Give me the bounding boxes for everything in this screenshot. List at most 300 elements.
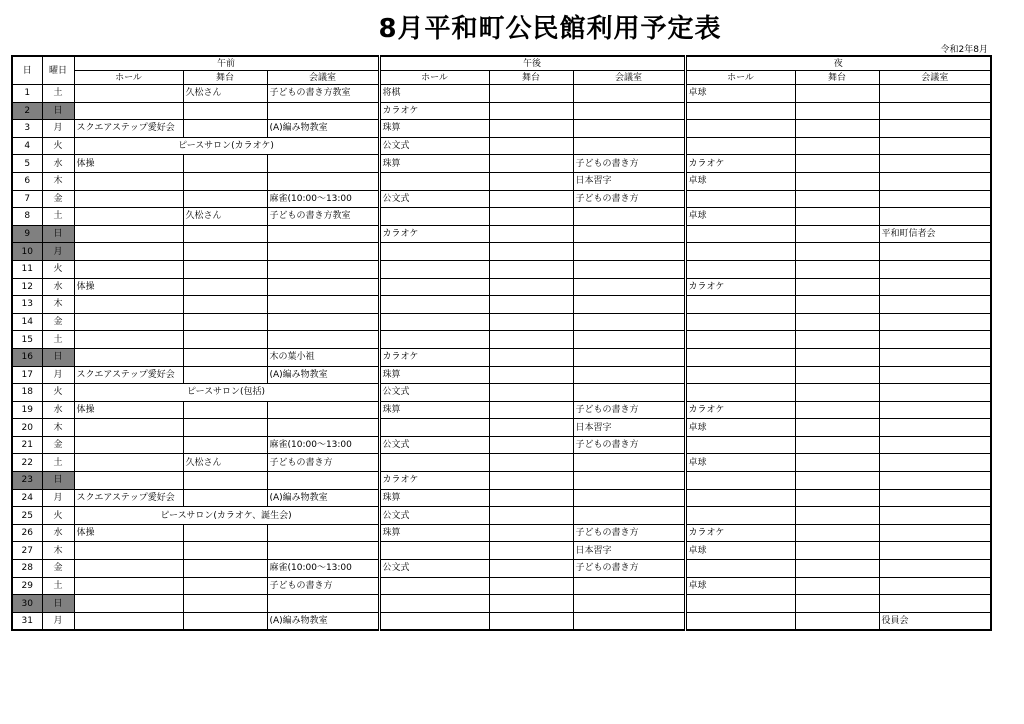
pm-room-cell (573, 120, 685, 138)
pm-room-cell: 日本習字 (573, 172, 685, 190)
ev-stage-cell (795, 296, 879, 314)
schedule-body (12, 85, 991, 631)
ev-hall-cell: 卓球 (685, 419, 795, 437)
pm-room-cell (573, 278, 685, 296)
pm-stage-cell (489, 542, 573, 560)
pm-stage-cell (489, 225, 573, 243)
ev-hall-cell: 卓球 (685, 542, 795, 560)
ev-room-cell (879, 190, 991, 208)
pm-hall-cell: カラオケ (379, 102, 489, 120)
pm-room-cell (573, 225, 685, 243)
table-row (12, 296, 991, 314)
am-stage-cell (183, 278, 267, 296)
am-room-cell (267, 296, 379, 314)
ev-room-cell (879, 296, 991, 314)
table-row (12, 384, 991, 402)
table-row (12, 172, 991, 190)
am-stage-cell (183, 331, 267, 349)
day-cell: 15 (12, 331, 42, 349)
header-ev-room: 会議室 (879, 71, 991, 85)
ev-room-cell (879, 595, 991, 613)
day-cell: 13 (12, 296, 42, 314)
weekday-cell: 日 (42, 225, 74, 243)
ev-room-cell (879, 120, 991, 138)
am-room-cell (267, 419, 379, 437)
ev-room-cell (879, 172, 991, 190)
ev-stage-cell (795, 260, 879, 278)
am-stage-cell (183, 243, 267, 261)
ev-hall-cell: 卓球 (685, 577, 795, 595)
am-room-cell: 子どもの書き方教室 (267, 208, 379, 226)
pm-stage-cell (489, 384, 573, 402)
pm-stage-cell (489, 489, 573, 507)
am-stage-cell (183, 419, 267, 437)
pm-hall-cell (379, 243, 489, 261)
table-row (12, 260, 991, 278)
day-cell: 27 (12, 542, 42, 560)
ev-stage-cell (795, 595, 879, 613)
pm-room-cell: 子どもの書き方 (573, 155, 685, 173)
ev-stage-cell (795, 419, 879, 437)
ev-stage-cell (795, 577, 879, 595)
ev-room-cell (879, 489, 991, 507)
am-hall-cell (74, 436, 183, 454)
day-cell: 3 (12, 120, 42, 138)
ev-hall-cell (685, 472, 795, 490)
pm-hall-cell (379, 331, 489, 349)
ev-room-cell (879, 313, 991, 331)
ev-stage-cell (795, 120, 879, 138)
weekday-cell: 土 (42, 85, 74, 103)
ev-stage-cell (795, 85, 879, 103)
am-stage-cell (183, 595, 267, 613)
pm-room-cell (573, 348, 685, 366)
am-room-cell (267, 524, 379, 542)
day-cell: 10 (12, 243, 42, 261)
day-cell: 1 (12, 85, 42, 103)
am-hall-cell (74, 348, 183, 366)
am-hall-cell (74, 296, 183, 314)
pm-room-cell (573, 85, 685, 103)
header-am-stage: 舞台 (183, 71, 267, 85)
day-cell: 8 (12, 208, 42, 226)
am-stage-cell (183, 366, 267, 384)
ev-room-cell (879, 102, 991, 120)
table-row (12, 120, 991, 138)
am-hall-cell (74, 560, 183, 578)
pm-stage-cell (489, 454, 573, 472)
pm-hall-cell: カラオケ (379, 472, 489, 490)
am-hall-cell (74, 331, 183, 349)
ev-hall-cell: カラオケ (685, 278, 795, 296)
pm-room-cell (573, 208, 685, 226)
am-room-cell: 麻雀(10:00～13:00 (267, 190, 379, 208)
day-cell: 6 (12, 172, 42, 190)
pm-stage-cell (489, 85, 573, 103)
ev-hall-cell (685, 348, 795, 366)
pm-hall-cell: 公文式 (379, 507, 489, 525)
pm-stage-cell (489, 348, 573, 366)
header-row-rooms (12, 71, 991, 85)
weekday-cell: 月 (42, 366, 74, 384)
weekday-cell: 金 (42, 313, 74, 331)
table-row (12, 208, 991, 226)
am-stage-cell (183, 436, 267, 454)
pm-room-cell: 日本習字 (573, 419, 685, 437)
pm-room-cell (573, 472, 685, 490)
pm-hall-cell (379, 454, 489, 472)
ev-stage-cell (795, 243, 879, 261)
pm-hall-cell (379, 577, 489, 595)
am-stage-cell (183, 612, 267, 630)
ev-stage-cell (795, 454, 879, 472)
ev-hall-cell (685, 225, 795, 243)
header-pm-stage: 舞台 (489, 71, 573, 85)
am-hall-cell (74, 419, 183, 437)
table-row (12, 313, 991, 331)
pm-hall-cell: 公文式 (379, 190, 489, 208)
ev-hall-cell (685, 296, 795, 314)
era-label: 令和2年8月 (940, 45, 988, 55)
pm-room-cell (573, 577, 685, 595)
ev-hall-cell (685, 489, 795, 507)
ev-hall-cell (685, 120, 795, 138)
pm-stage-cell (489, 472, 573, 490)
am-hall-cell: スクエアステップ愛好会 (74, 120, 183, 138)
pm-stage-cell (489, 102, 573, 120)
day-cell: 18 (12, 384, 42, 402)
weekday-cell: 月 (42, 612, 74, 630)
pm-stage-cell (489, 419, 573, 437)
am-hall-cell (74, 85, 183, 103)
ev-room-cell (879, 472, 991, 490)
weekday-cell: 月 (42, 243, 74, 261)
ev-hall-cell (685, 384, 795, 402)
am-hall-cell: 体操 (74, 401, 183, 419)
pm-stage-cell (489, 366, 573, 384)
pm-room-cell (573, 489, 685, 507)
am-span-cell: ピースサロン(カラオケ、誕生会) (74, 507, 379, 525)
pm-hall-cell: 公文式 (379, 137, 489, 155)
table-row (12, 577, 991, 595)
ev-stage-cell (795, 348, 879, 366)
am-hall-cell (74, 243, 183, 261)
table-row (12, 419, 991, 437)
am-hall-cell: スクエアステップ愛好会 (74, 489, 183, 507)
ev-stage-cell (795, 384, 879, 402)
pm-stage-cell (489, 137, 573, 155)
pm-room-cell (573, 366, 685, 384)
ev-hall-cell: 卓球 (685, 454, 795, 472)
ev-stage-cell (795, 612, 879, 630)
pm-room-cell (573, 313, 685, 331)
weekday-cell: 土 (42, 331, 74, 349)
am-room-cell: (A)編み物教室 (267, 366, 379, 384)
pm-room-cell: 子どもの書き方 (573, 436, 685, 454)
pm-hall-cell (379, 278, 489, 296)
ev-stage-cell (795, 137, 879, 155)
am-span-cell: ピースサロン(カラオケ) (74, 137, 379, 155)
day-cell: 30 (12, 595, 42, 613)
weekday-cell: 日 (42, 595, 74, 613)
pm-room-cell (573, 454, 685, 472)
weekday-cell: 土 (42, 577, 74, 595)
pm-hall-cell: 公文式 (379, 436, 489, 454)
pm-hall-cell: 珠算 (379, 366, 489, 384)
day-cell: 17 (12, 366, 42, 384)
am-span-cell: ピースサロン(包括) (74, 384, 379, 402)
ev-room-cell (879, 208, 991, 226)
pm-stage-cell (489, 120, 573, 138)
ev-hall-cell (685, 137, 795, 155)
ev-hall-cell: カラオケ (685, 524, 795, 542)
ev-stage-cell (795, 560, 879, 578)
day-cell: 24 (12, 489, 42, 507)
pm-room-cell (573, 102, 685, 120)
am-room-cell: 麻雀(10:00～13:00 (267, 560, 379, 578)
header-ev-stage: 舞台 (795, 71, 879, 85)
am-room-cell (267, 401, 379, 419)
am-stage-cell (183, 401, 267, 419)
day-cell: 5 (12, 155, 42, 173)
table-row (12, 243, 991, 261)
ev-hall-cell (685, 560, 795, 578)
am-stage-cell (183, 190, 267, 208)
am-stage-cell (183, 524, 267, 542)
am-room-cell (267, 172, 379, 190)
ev-room-cell (879, 577, 991, 595)
ev-stage-cell (795, 102, 879, 120)
schedule-table (11, 55, 992, 631)
pm-hall-cell: カラオケ (379, 348, 489, 366)
weekday-cell: 月 (42, 120, 74, 138)
pm-room-cell: 子どもの書き方 (573, 524, 685, 542)
pm-room-cell (573, 243, 685, 261)
ev-room-cell (879, 419, 991, 437)
am-room-cell: 麻雀(10:00～13:00 (267, 436, 379, 454)
ev-room-cell (879, 454, 991, 472)
am-stage-cell (183, 120, 267, 138)
am-room-cell: 子どもの書き方 (267, 577, 379, 595)
pm-room-cell: 日本習字 (573, 542, 685, 560)
day-cell: 12 (12, 278, 42, 296)
am-stage-cell (183, 577, 267, 595)
am-hall-cell (74, 595, 183, 613)
weekday-cell: 月 (42, 489, 74, 507)
day-cell: 14 (12, 313, 42, 331)
weekday-cell: 木 (42, 296, 74, 314)
day-cell: 21 (12, 436, 42, 454)
pm-stage-cell (489, 612, 573, 630)
am-stage-cell: 久松さん (183, 454, 267, 472)
ev-room-cell (879, 366, 991, 384)
pm-room-cell (573, 612, 685, 630)
ev-hall-cell (685, 243, 795, 261)
am-hall-cell (74, 577, 183, 595)
weekday-cell: 土 (42, 208, 74, 226)
header-am-hall: ホール (74, 71, 183, 85)
header-afternoon: 午後 (379, 56, 685, 71)
am-room-cell: 子どもの書き方教室 (267, 85, 379, 103)
ev-room-cell: 平和町信者会 (879, 225, 991, 243)
am-room-cell: (A)編み物教室 (267, 120, 379, 138)
table-row (12, 331, 991, 349)
ev-hall-cell: 卓球 (685, 208, 795, 226)
am-stage-cell: 久松さん (183, 85, 267, 103)
day-cell: 9 (12, 225, 42, 243)
day-cell: 2 (12, 102, 42, 120)
ev-stage-cell (795, 313, 879, 331)
pm-stage-cell (489, 208, 573, 226)
header-pm-room: 会議室 (573, 71, 685, 85)
ev-hall-cell (685, 102, 795, 120)
table-row (12, 472, 991, 490)
pm-hall-cell: 珠算 (379, 401, 489, 419)
weekday-cell: 金 (42, 436, 74, 454)
am-stage-cell (183, 348, 267, 366)
day-cell: 31 (12, 612, 42, 630)
pm-hall-cell (379, 595, 489, 613)
am-room-cell (267, 472, 379, 490)
am-hall-cell (74, 542, 183, 560)
am-room-cell (267, 542, 379, 560)
am-stage-cell: 久松さん (183, 208, 267, 226)
ev-room-cell (879, 331, 991, 349)
header-row-periods (12, 56, 991, 71)
pm-hall-cell (379, 260, 489, 278)
am-room-cell (267, 155, 379, 173)
weekday-cell: 火 (42, 260, 74, 278)
ev-room-cell (879, 137, 991, 155)
day-cell: 26 (12, 524, 42, 542)
table-row (12, 401, 991, 419)
ev-stage-cell (795, 542, 879, 560)
day-cell: 19 (12, 401, 42, 419)
pm-hall-cell (379, 612, 489, 630)
ev-hall-cell: 卓球 (685, 172, 795, 190)
am-room-cell (267, 595, 379, 613)
header-weekday: 曜日 (42, 56, 74, 85)
am-hall-cell: スクエアステップ愛好会 (74, 366, 183, 384)
header-morning: 午前 (74, 56, 379, 71)
am-hall-cell (74, 172, 183, 190)
weekday-cell: 水 (42, 524, 74, 542)
pm-hall-cell: 公文式 (379, 560, 489, 578)
ev-hall-cell (685, 313, 795, 331)
weekday-cell: 水 (42, 401, 74, 419)
day-cell: 29 (12, 577, 42, 595)
ev-room-cell (879, 507, 991, 525)
ev-stage-cell (795, 190, 879, 208)
ev-room-cell (879, 243, 991, 261)
pm-stage-cell (489, 577, 573, 595)
weekday-cell: 日 (42, 472, 74, 490)
table-row (12, 612, 991, 630)
pm-stage-cell (489, 595, 573, 613)
am-stage-cell (183, 155, 267, 173)
am-stage-cell (183, 172, 267, 190)
ev-room-cell: 役員会 (879, 612, 991, 630)
ev-stage-cell (795, 331, 879, 349)
am-hall-cell (74, 313, 183, 331)
pm-room-cell (573, 296, 685, 314)
am-hall-cell (74, 260, 183, 278)
pm-room-cell (573, 137, 685, 155)
day-cell: 28 (12, 560, 42, 578)
table-row (12, 542, 991, 560)
ev-room-cell (879, 260, 991, 278)
am-room-cell (267, 243, 379, 261)
ev-room-cell (879, 524, 991, 542)
table-row (12, 278, 991, 296)
pm-hall-cell (379, 419, 489, 437)
pm-stage-cell (489, 313, 573, 331)
ev-hall-cell (685, 436, 795, 454)
table-row (12, 137, 991, 155)
ev-stage-cell (795, 155, 879, 173)
ev-stage-cell (795, 401, 879, 419)
am-room-cell: 木の葉小祖 (267, 348, 379, 366)
ev-hall-cell: カラオケ (685, 401, 795, 419)
ev-room-cell (879, 348, 991, 366)
header-evening: 夜 (685, 56, 991, 71)
am-room-cell (267, 313, 379, 331)
ev-stage-cell (795, 472, 879, 490)
ev-hall-cell (685, 331, 795, 349)
am-room-cell (267, 278, 379, 296)
am-stage-cell (183, 472, 267, 490)
pm-hall-cell (379, 208, 489, 226)
header-am-room: 会議室 (267, 71, 379, 85)
ev-stage-cell (795, 278, 879, 296)
ev-hall-cell (685, 260, 795, 278)
table-row (12, 560, 991, 578)
am-hall-cell (74, 454, 183, 472)
ev-stage-cell (795, 208, 879, 226)
pm-stage-cell (489, 436, 573, 454)
ev-stage-cell (795, 524, 879, 542)
pm-hall-cell: 珠算 (379, 120, 489, 138)
table-row (12, 85, 991, 103)
pm-hall-cell (379, 542, 489, 560)
ev-room-cell (879, 560, 991, 578)
weekday-cell: 土 (42, 454, 74, 472)
am-hall-cell: 体操 (74, 524, 183, 542)
am-stage-cell (183, 489, 267, 507)
am-room-cell (267, 225, 379, 243)
pm-stage-cell (489, 243, 573, 261)
ev-stage-cell (795, 507, 879, 525)
am-room-cell (267, 331, 379, 349)
weekday-cell: 金 (42, 560, 74, 578)
am-hall-cell (74, 472, 183, 490)
pm-hall-cell: 珠算 (379, 524, 489, 542)
ev-room-cell (879, 155, 991, 173)
day-cell: 16 (12, 348, 42, 366)
pm-hall-cell: 公文式 (379, 384, 489, 402)
day-cell: 7 (12, 190, 42, 208)
ev-stage-cell (795, 225, 879, 243)
ev-hall-cell (685, 612, 795, 630)
am-stage-cell (183, 102, 267, 120)
weekday-cell: 火 (42, 384, 74, 402)
header-day: 日 (12, 56, 42, 85)
pm-stage-cell (489, 172, 573, 190)
am-stage-cell (183, 296, 267, 314)
am-room-cell: (A)編み物教室 (267, 612, 379, 630)
day-cell: 11 (12, 260, 42, 278)
weekday-cell: 日 (42, 102, 74, 120)
